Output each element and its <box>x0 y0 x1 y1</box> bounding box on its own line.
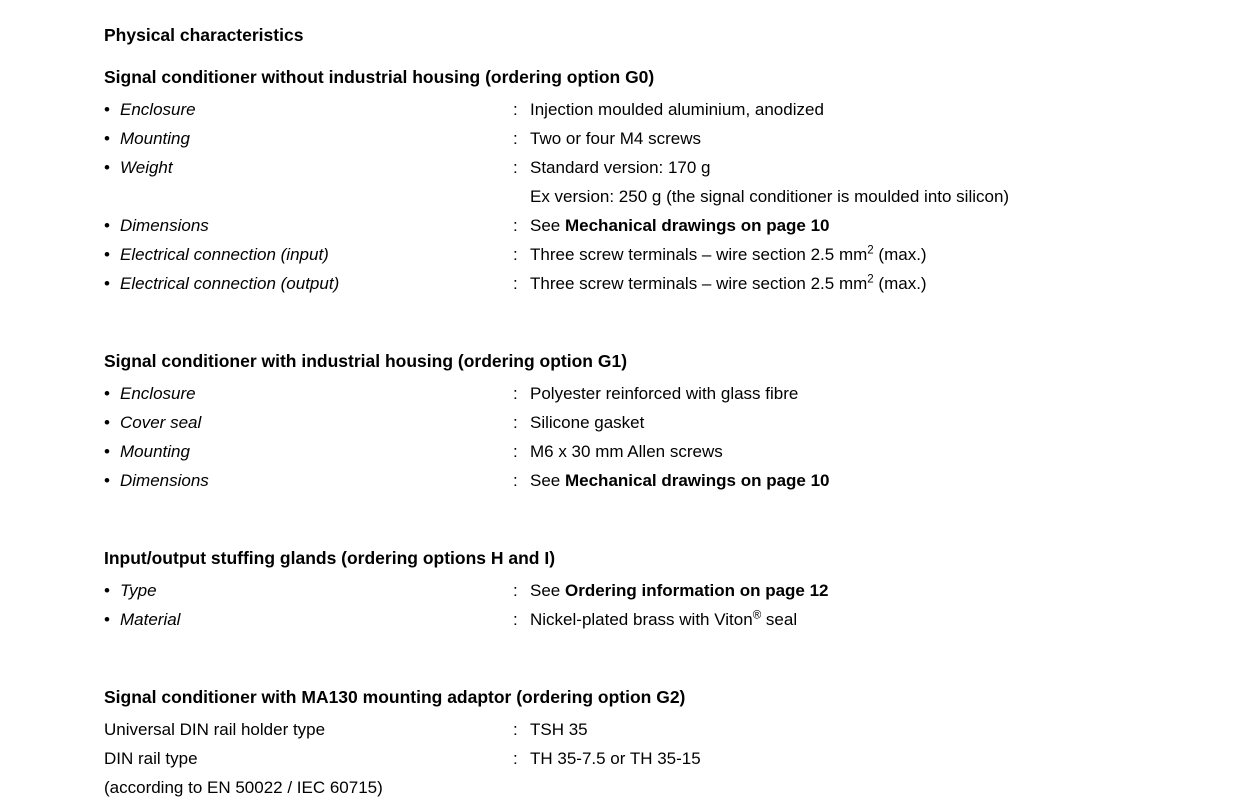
spec-separator: : <box>513 610 518 629</box>
spec-separator: : <box>513 581 518 600</box>
spec-row <box>104 95 1254 124</box>
section-heading: Signal conditioner without industrial housing (ordering option G0) <box>104 67 655 87</box>
spec-term: Universal DIN rail holder type <box>104 720 326 739</box>
spec-row <box>104 211 1254 240</box>
section-heading: Signal conditioner with MA130 mounting adaptor (ordering option G2) <box>104 687 686 707</box>
spec-separator: : <box>513 413 518 432</box>
spec-separator: : <box>513 274 518 293</box>
spec-term: Material <box>120 610 181 629</box>
spec-term: Mounting <box>120 442 190 461</box>
section-spacer <box>0 495 1254 547</box>
spec-separator: : <box>513 720 518 739</box>
spec-value-text: Injection moulded aluminium, anodized <box>530 100 824 119</box>
spec-value <box>530 576 1254 605</box>
bullet-icon: • <box>104 471 110 490</box>
spec-value-prefix: Nickel-plated brass with Viton <box>530 610 753 629</box>
spec-value-text: Silicone gasket <box>530 413 645 432</box>
spec-value-continuation: Ex version: 250 g (the signal conditioner is moulded into silicon) <box>530 187 1010 206</box>
spec-separator: : <box>513 245 518 264</box>
spec-value-suffix: seal <box>761 610 798 629</box>
spec-separator: : <box>513 442 518 461</box>
spec-value <box>530 211 1254 240</box>
spec-value-prefix: Three screw terminals – wire section 2.5 mm <box>530 245 868 264</box>
spec-row <box>104 715 1254 744</box>
spec-value-text: M6 x 30 mm Allen screws <box>530 442 723 461</box>
spec-value-text: Polyester reinforced with glass fibre <box>530 384 799 403</box>
section-spacer <box>0 634 1254 686</box>
spec-separator: : <box>513 471 518 490</box>
superscript: 2 <box>867 273 874 286</box>
spec-list <box>104 576 1254 634</box>
spec-term: Electrical connection (input) <box>120 245 329 264</box>
spec-row <box>104 240 1254 269</box>
spec-value <box>530 240 1254 269</box>
section-heading: Signal conditioner with industrial housing (ordering option G1) <box>104 351 628 371</box>
bullet-icon: • <box>104 129 110 148</box>
bullet-icon: • <box>104 442 110 461</box>
spec-value-suffix: (max.) <box>873 245 927 264</box>
section <box>104 66 1254 298</box>
spacer <box>0 46 1254 66</box>
spec-term: Dimensions <box>120 216 209 235</box>
spec-value <box>530 605 1254 634</box>
spec-value-prefix: See <box>530 216 565 235</box>
spec-value <box>530 437 1254 466</box>
cross-reference-link[interactable]: Mechanical drawings on page 10 <box>564 471 830 490</box>
spec-row <box>104 408 1254 437</box>
spec-value <box>530 124 1254 153</box>
spec-row <box>104 466 1254 495</box>
section <box>104 547 1254 634</box>
spec-value <box>530 153 1254 211</box>
spec-value-text: Two or four M4 screws <box>530 129 701 148</box>
spec-list <box>104 715 1254 773</box>
spec-term: Enclosure <box>120 384 196 403</box>
spec-term: Enclosure <box>120 100 196 119</box>
section <box>104 686 1254 802</box>
superscript: ® <box>752 609 762 622</box>
spec-value-text: Standard version: 170 g <box>530 158 711 177</box>
spec-value-suffix: (max.) <box>873 274 927 293</box>
spec-term: Mounting <box>120 129 190 148</box>
spec-separator: : <box>513 129 518 148</box>
bullet-icon: • <box>104 581 110 600</box>
spec-value <box>530 744 1254 773</box>
cross-reference-link[interactable]: Mechanical drawings on page 10 <box>564 216 830 235</box>
spec-value-prefix: See <box>530 581 565 600</box>
spec-value-prefix: See <box>530 471 565 490</box>
spec-separator: : <box>513 100 518 119</box>
spec-value <box>530 269 1254 298</box>
spec-value <box>530 715 1254 744</box>
spec-list <box>104 95 1254 298</box>
page-title: Physical characteristics <box>104 25 304 45</box>
spec-value-text: TSH 35 <box>530 720 588 739</box>
spec-term: Electrical connection (output) <box>120 274 340 293</box>
spec-separator: : <box>513 158 518 177</box>
section-spacer <box>0 298 1254 350</box>
spec-row <box>104 124 1254 153</box>
spec-row <box>104 576 1254 605</box>
spec-value <box>530 379 1254 408</box>
spec-term: DIN rail type <box>104 749 198 768</box>
spec-term: Cover seal <box>120 413 202 432</box>
spec-row <box>104 605 1254 634</box>
bullet-icon: • <box>104 610 110 629</box>
spec-row <box>104 269 1254 298</box>
spec-row <box>104 379 1254 408</box>
section <box>104 350 1254 495</box>
sections-container <box>0 66 1254 802</box>
bullet-icon: • <box>104 100 110 119</box>
spec-separator: : <box>513 749 518 768</box>
spec-value <box>530 95 1254 124</box>
spec-list <box>104 379 1254 495</box>
section-heading: Input/output stuffing glands (ordering options H and I) <box>104 548 556 568</box>
spec-value-prefix: Three screw terminals – wire section 2.5 mm <box>530 274 868 293</box>
bullet-icon: • <box>104 413 110 432</box>
spec-value <box>530 408 1254 437</box>
cross-reference-link[interactable]: Ordering information on page 12 <box>564 581 829 600</box>
section-footnote: (according to EN 50022 / IEC 60715) <box>104 778 383 797</box>
bullet-icon: • <box>104 245 110 264</box>
spec-separator: : <box>513 216 518 235</box>
bullet-icon: • <box>104 216 110 235</box>
spec-term: Type <box>120 581 157 600</box>
superscript: 2 <box>867 244 874 257</box>
spec-value <box>530 466 1254 495</box>
bullet-icon: • <box>104 384 110 403</box>
spec-separator: : <box>513 384 518 403</box>
spec-term: Weight <box>120 158 173 177</box>
bullet-icon: • <box>104 274 110 293</box>
spec-value-text: TH 35-7.5 or TH 35-15 <box>530 749 701 768</box>
spec-row <box>104 744 1254 773</box>
spec-term: Dimensions <box>120 471 209 490</box>
spec-row <box>104 153 1254 211</box>
spec-row <box>104 437 1254 466</box>
bullet-icon: • <box>104 158 110 177</box>
